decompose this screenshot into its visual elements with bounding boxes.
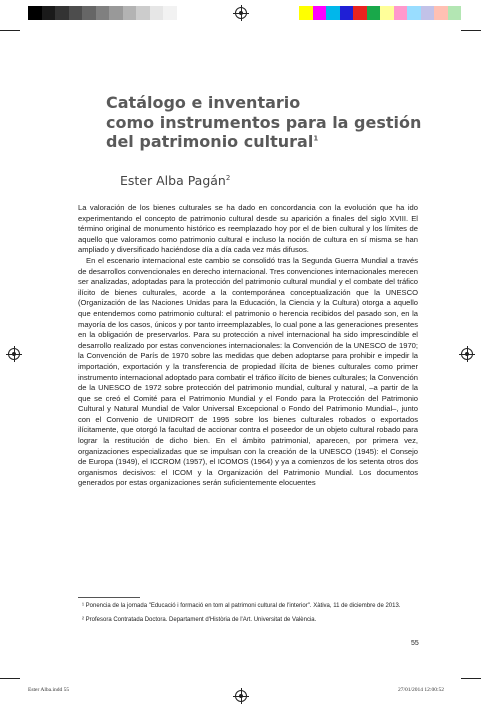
crop-mark (0, 30, 20, 31)
color-swatch (326, 6, 340, 20)
crop-mark (461, 30, 481, 31)
author-name: Ester Alba Pagán$^2$ (120, 173, 231, 188)
color-swatch (299, 6, 313, 20)
footnote: ² Profesora Contratada Doctora. Departament d'Història de l'Art. Universitat de València. (82, 617, 317, 623)
gray-swatch (163, 6, 177, 20)
color-swatch (340, 6, 354, 20)
gray-swatch (136, 6, 150, 20)
crop-mark (0, 678, 20, 679)
gray-swatch (96, 6, 110, 20)
page-number: 55 (411, 640, 419, 647)
gray-swatch (150, 6, 164, 20)
gray-calibration-bar (28, 6, 177, 20)
registration-mark-right (461, 348, 473, 360)
article-title (106, 93, 422, 152)
color-swatch (313, 6, 327, 20)
color-swatch (421, 6, 435, 20)
color-swatch (394, 6, 408, 20)
gray-swatch (109, 6, 123, 20)
registration-mark-bottom (235, 690, 247, 702)
author-footnote-ref: 2 (225, 173, 231, 182)
body-paragraph: La valoración de los bienes culturales se ha dado en concordancia con la evolución que ha ido experimentando el concepto de patrimonio cultural desde su aparición a finales del siglo XVIII. El término original de monumento histórico es reemplazado hoy por el de bien cultural y los límites de aquello que valoramos como patrimonio cultural e incluso la noción de cultura en sí misma se han ampliado y diversificado haciéndose día a día cada vez más difusos. (78, 203, 418, 255)
gray-swatch (123, 6, 137, 20)
color-calibration-bar (299, 6, 461, 20)
title-line: Catálogo e inventario (106, 93, 301, 112)
color-swatch (367, 6, 381, 20)
color-swatch (380, 6, 394, 20)
body-paragraph: En el escenario internacional este cambio se consolidó tras la Segunda Guerra Mundial a través de desarrollos convencionales en derecho internacional. Tres convenciones internacionales merecen ser analizadas, adoptadas para la protección del patrimonio cultural mundial y el combate del tráfico ilícito de bienes culturales, acorde a la contemporánea conceptualización que la UNESCO (Organización de las Naciones Unidas para la Educación, la Ciencia y la Cultura) otorga a aquello que entendemos como patrimonio cultural: el patrimonio o herencia recibidos del pasado son, en la mayoría de los casos, únicos y por tanto irreemplazables, lo cual pone a las generaciones presentes en la obligación de preservarlos. Para su protección a nivel internacional ha sido imprescindible el desarrollo realizado por estas convenciones internacionales: la Convención de la UNESCO de 1970; la Convención de París de 1970 sobre las medidas que deben adoptarse para prohibir e impedir la importación, exportación y la transferencia de propiedad ilícita de bienes culturales como primer instrumento internacional adoptado para combatir el tráfico ilícito de bienes culturales; la Convención de la UNESCO de 1972 sobre protección del patrimonio mundial, cultural y natural, –a partir de la que se creó el Comité para el Patrimonio Mundial y el Fondo para la Protección del Patrimonio Cultural y Natural Mundial de Valor Universal Excepcional o Fondo del Patrimonio Mundial–, junto con el Convenio de UNIDROIT de 1995 sobre los bienes culturales robados o exportados ilícitamente, que otorgó la facultad de accionar contra el poseedor de un objeto cultural robado para lograr la restitución de dicho bien. En el ámbito patrimonial, aparecen, por primera vez, organizaciones especializadas que se impulsan con la creación de la UNESCO (1945): el Consejo de Europa (1949), el ICCROM (1957), el ICOMOS (1964) y ya a comienzos de los setenta otros dos organismos decisivos: el ICOM y la Organización del Patrimonio Mundial. Los documentos generados por estas organizaciones serán suficientemente elocuentes (78, 255, 418, 488)
title-footnote-ref: 1 (313, 134, 319, 143)
color-swatch (448, 6, 462, 20)
footnote: ¹ Ponencia de la jornada "Educació i formació en tom al patrimoni cultural de l'interior". Xàtiva, 11 de diciembre de 2013. (82, 603, 401, 609)
color-swatch (353, 6, 367, 20)
print-slug-file: Ester Alba.indd 55 (28, 687, 70, 693)
crop-mark (461, 678, 481, 679)
footnote-separator (78, 597, 140, 598)
gray-swatch (42, 6, 56, 20)
registration-mark-left (8, 348, 20, 360)
gray-swatch (28, 6, 42, 20)
print-slug-date: 27/01/2014 12:00:52 (398, 687, 444, 693)
registration-mark-top (235, 7, 247, 19)
title-line: como instrumentos para la gestión (106, 112, 422, 132)
article-body (78, 203, 418, 489)
footnotes (78, 602, 418, 630)
gray-swatch (55, 6, 69, 20)
color-swatch (434, 6, 448, 20)
gray-swatch (69, 6, 83, 20)
color-swatch (407, 6, 421, 20)
gray-swatch (82, 6, 96, 20)
title-line: del patrimonio cultural$^1$ (106, 132, 319, 151)
